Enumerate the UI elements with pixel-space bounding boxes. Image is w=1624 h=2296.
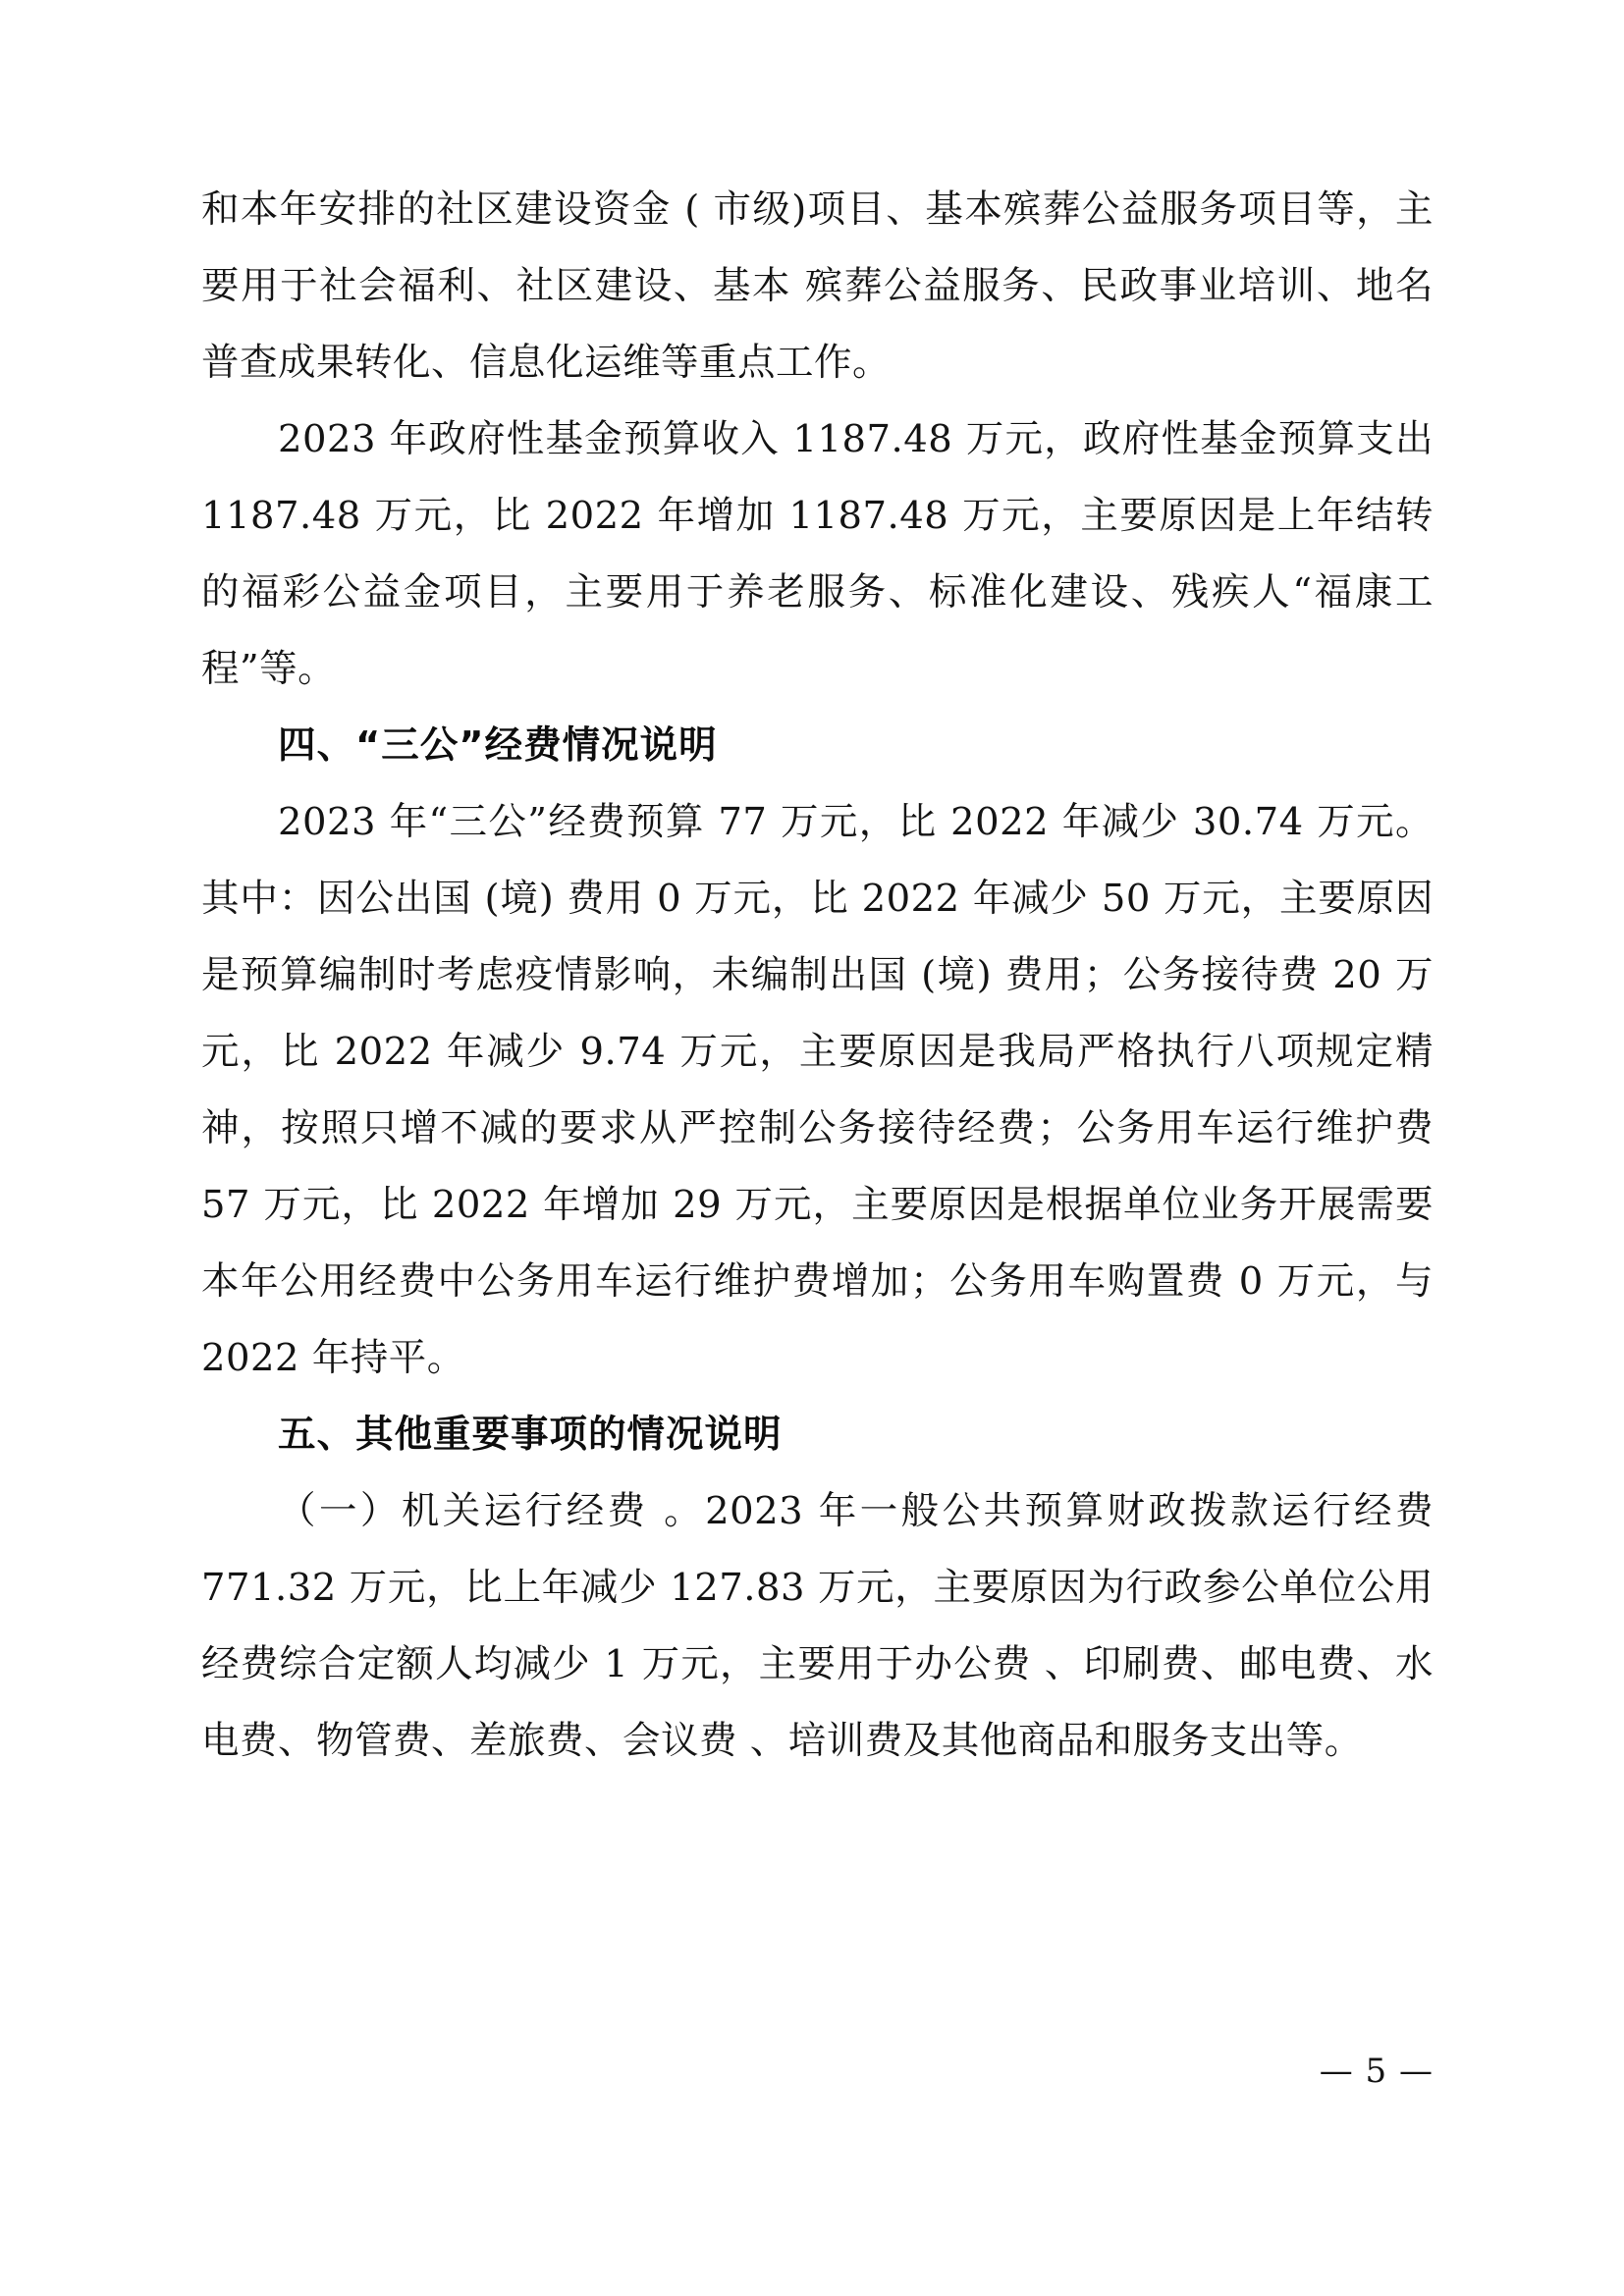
page-content — [201, 172, 1434, 1780]
section-heading-other-important-matters: 五、其他重要事项的情况说明 — [278, 1413, 783, 1457]
section-heading-three-public-expenses: 四、“三公”经费情况说明 — [278, 723, 718, 768]
paragraph-government-fund-budget: 2023 年政府性基金预算收入 1187.48 万元，政府性基金预算支出 1187.48 万元，比 2022 年增加 1187.48 万元，主要原因是上年结转的福彩公益金项目，主要用于养老服务、标准化建设、残疾人“福康工程”等。 — [201, 417, 1434, 691]
paragraph-funding-projects: 和本年安排的社区建设资金 ( 市级)项目、基本殡葬公益服务项目等，主要用于社会福利、社区建设、基本 殡葬公益服务、民政事业培训、地名普查成果转化、信息化运维等重点工作。 — [201, 187, 1434, 385]
paragraph-three-public-expenses-detail: 2023 年“三公”经费预算 77 万元，比 2022 年减少 30.74 万元。其中：因公出国 (境) 费用 0 万元，比 2022 年减少 50 万元，主要原因是预算编制时考虑疫情影响，未编制出国 (境) 费用；公务接待费 20 万元，比 2022 年减少 9.74 万元，主要原因是我局严格执行八项规定精神，按照只增不减的要求从严控制公务接待经费；公务用车运行维护费 57 万元，比 2022 年增加 29 万元，主要原因是根据单位业务开展需要本年公用经费中公务用车运行维护费增加；公务用车购置费 0 万元，与 2022 年持平。 — [201, 800, 1434, 1380]
page-number: — 5 — — [1319, 2052, 1434, 2091]
paragraph-agency-operating-expenses: （一）机关运行经费 。2023 年一般公共预算财政拨款运行经费 771.32 万元，比上年减少 127.83 万元，主要原因为行政参公单位公用经费综合定额人均减少 1 万元，主要用于办公费 、印刷费、邮电费、水电费、物管费、差旅费、会议费 、培训费及其他商品和服务支出等。 — [201, 1489, 1434, 1763]
